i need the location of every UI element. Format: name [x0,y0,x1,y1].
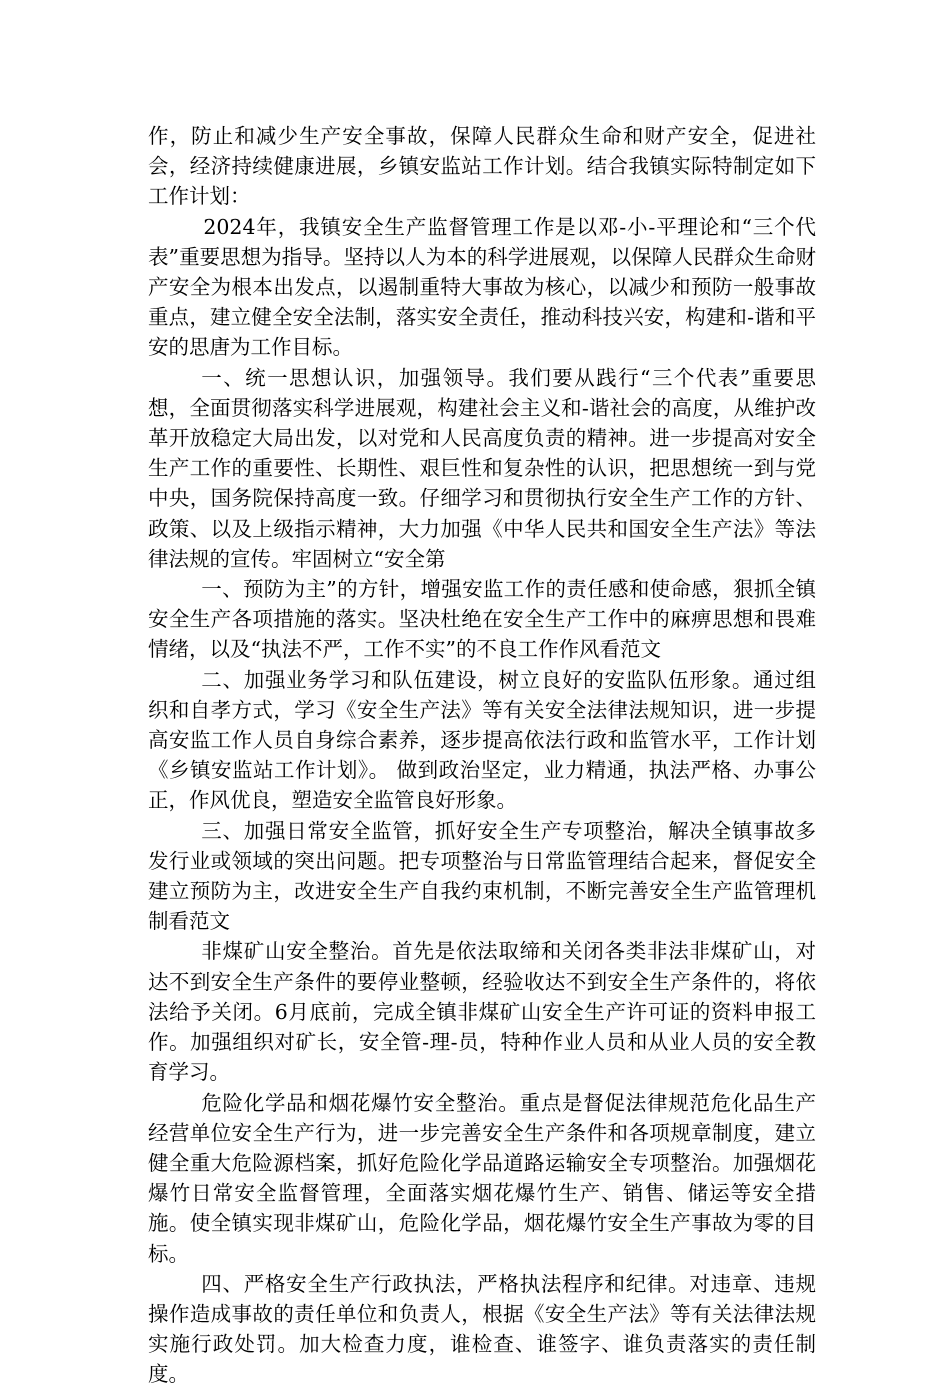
paragraph-prevention-first: 一、预防为主”的方针，增强安监工作的责任感和使命感，狠抓全镇安全生产各项措施的落实。坚决杜绝在安全生产工作中的麻痹思想和畏难情绪，以及“执法不严，工作不实”的不良工作作风看范文 [148,577,816,662]
document-body [148,121,816,1390]
paragraph-non-coal-mines: 非煤矿山安全整治。首先是依法取缔和关闭各类非法非煤矿山，对达不到安全生产条件的要停业整顿，经验收达不到安全生产条件的，将依法给予关闭。6月底前，完成全镇非煤矿山安全生产许可证的资料申报工作。加强组织对矿长，安全管-理-员，特种作业人员和从业人员的安全教育学习。 [148,939,816,1085]
paragraph-hazardous-chemicals: 危险化学品和烟花爆竹安全整治。重点是督促法律规范危化品生产经营单位安全生产行为，进一步完善安全生产条件和各项规章制度，建立健全重大危险源档案，抓好危险化学品道路运输安全专项整治。加强烟花爆竹日常安全监督管理，全面落实烟花爆竹生产、销售、储运等安全措施。使全镇实现非煤矿山，危险化学品，烟花爆竹安全生产事故为零的目标。 [148,1090,816,1266]
paragraph-section-two: 二、加强业务学习和队伍建设，树立良好的安监队伍形象。通过组织和自孝方式，学习《安全生产法》等有关安全法律法规知识，进一步提高安监工作人员自身综合素养，逐步提高依法行政和监管水平，工作计划《乡镇安监站工作计划》。 做到政治坚定，业力精通，执法严格、办事公正，作风优良，塑造安全监管良好形象。 [148,667,816,813]
paragraph-guiding-principle: 2024年，我镇安全生产监督管理工作是以邓-小-平理论和“三个代表”重要思想为指导。坚持以人为本的科学进展观，以保障人民群众生命财产安全为根本出发点，以遏制重特大事故为核心，以减少和预防一般事故重点，建立健全安全法制，落实安全责任，推动科技兴安，构建和-谐和平安的思唐为工作目标。 [148,214,816,360]
paragraph-intro: 作，防止和减少生产安全事故，保障人民群众生命和财产安全，促进社会，经济持续健康进展，乡镇安监站工作计划。结合我镇实际特制定如下工作计划： [148,124,816,209]
paragraph-section-four: 四、严格安全生产行政执法，严格执法程序和纪律。对违章、违规操作造成事故的责任单位和负责人，根据《安全生产法》等有关法律法规实施行政处罚。加大检查力度，谁检查、谁签字、谁负责落实的责任制度。 [148,1271,816,1387]
paragraph-section-three: 三、加强日常安全监管，抓好安全生产专项整治，解决全镇事故多发行业或领域的突出问题。把专项整治与日常监管理结合起来，督促安全建立预防为主，改进安全生产自我约束机制，不断完善安全生产监管理机制看范文 [148,818,816,934]
paragraph-section-one: 一、统一思想认识，加强领导。我们要从践行“三个代表”重要思想，全面贯彻落实科学进展观，构建社会主义和-谐社会的高度，从维护改革开放稳定大局出发，以对党和人民高度负责的精神。进一步提高对安全生产工作的重要性、长期性、艰巨性和复杂性的认识，把思想统一到与党中央，国务院保持高度一致。仔细学习和贯彻执行安全生产工作的方针、政策、以及上级指示精神，大力加强《中华人民共和国安全生产法》等法律法规的宣传。牢固树立“安全第 [148,365,816,571]
